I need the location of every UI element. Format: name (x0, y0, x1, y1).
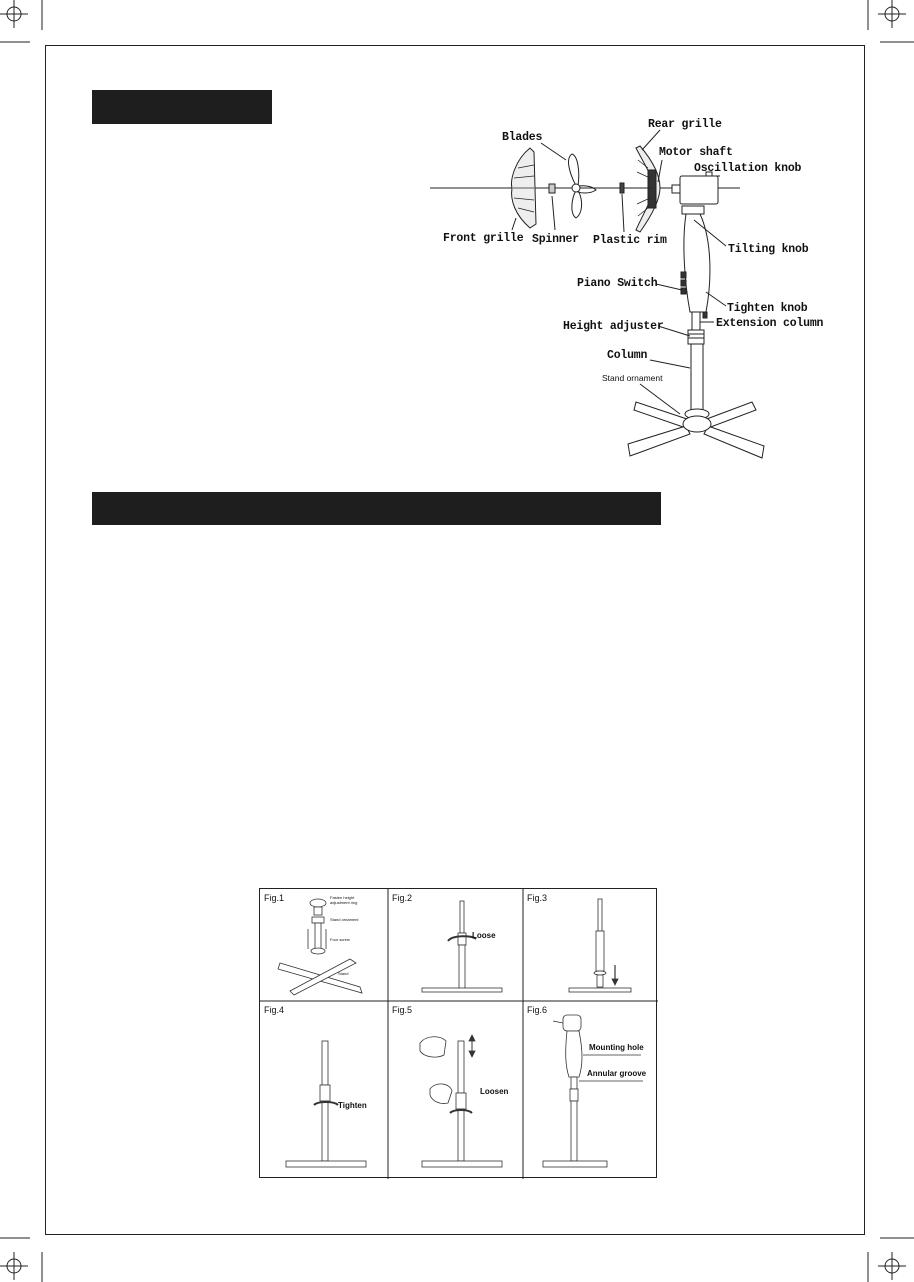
label-spinner: Spinner (532, 233, 579, 246)
figure-4-callout-tighten: Tighten (338, 1101, 367, 1110)
figure-1-label: Fig.1 (264, 893, 285, 903)
figure-3-drawing (523, 889, 658, 1001)
label-tilting-knob: Tilting knob (728, 243, 809, 256)
figure-1-callout-ornament: Stand ornament (330, 917, 359, 922)
label-oscillation-knob: Oscillation knob (694, 162, 802, 175)
figure-1-callout-screw: Four screw (330, 937, 350, 942)
figure-5 (388, 1001, 523, 1179)
label-stand-ornament: Stand ornament (602, 373, 663, 383)
figure-6-label: Fig.6 (527, 1005, 548, 1015)
assembly-figures-grid (259, 888, 657, 1178)
figure-1-drawing (260, 889, 388, 1001)
figure-3 (523, 889, 658, 1001)
figure-5-label: Fig.5 (392, 1005, 413, 1015)
label-rear-grille: Rear grille (648, 118, 722, 131)
figure-4-label: Fig.4 (264, 1005, 285, 1015)
label-column: Column (607, 349, 648, 362)
label-blades: Blades (502, 131, 543, 144)
height-adjuster-shape (688, 330, 704, 344)
figure-6 (523, 1001, 658, 1179)
figure-2-drawing (388, 889, 523, 1001)
figure-6-drawing (523, 1001, 658, 1179)
label-extension-column: Extension column (716, 317, 824, 330)
figure-2-callout-loose: Loose (472, 931, 496, 940)
label-tighten-knob: Tighten knob (727, 302, 808, 315)
figure-2-label: Fig.2 (392, 893, 413, 903)
figure-2 (388, 889, 523, 1001)
figure-1 (260, 889, 388, 1001)
spinner-shape (549, 184, 555, 193)
label-motor-shaft: Motor shaft (659, 146, 733, 159)
figure-1-callout-stand: Stand (338, 971, 349, 976)
figure-4-drawing (260, 1001, 388, 1179)
figure-6-callout-annular-groove: Annular groove (587, 1069, 647, 1078)
figure-3-label: Fig.3 (527, 893, 548, 903)
blades-shape (569, 154, 579, 186)
stand-base-shape (634, 402, 690, 428)
label-plastic-rim: Plastic rim (593, 234, 667, 247)
plastic-rim-shape (620, 183, 624, 193)
label-piano-switch: Piano Switch (577, 277, 658, 290)
label-height-adjuster: Height adjuster (563, 320, 664, 333)
figure-4 (260, 1001, 388, 1179)
motor-housing-shape (680, 176, 718, 204)
column-shape (691, 344, 703, 414)
figure-6-callout-mounting-hole: Mounting hole (589, 1043, 644, 1052)
figure-1-callout-ring: Fasten height adjustment ring (330, 895, 358, 905)
fan-body-shape (684, 214, 710, 312)
label-front-grille: Front grille (443, 232, 524, 245)
figure-5-callout-loosen: Loosen (480, 1087, 509, 1096)
